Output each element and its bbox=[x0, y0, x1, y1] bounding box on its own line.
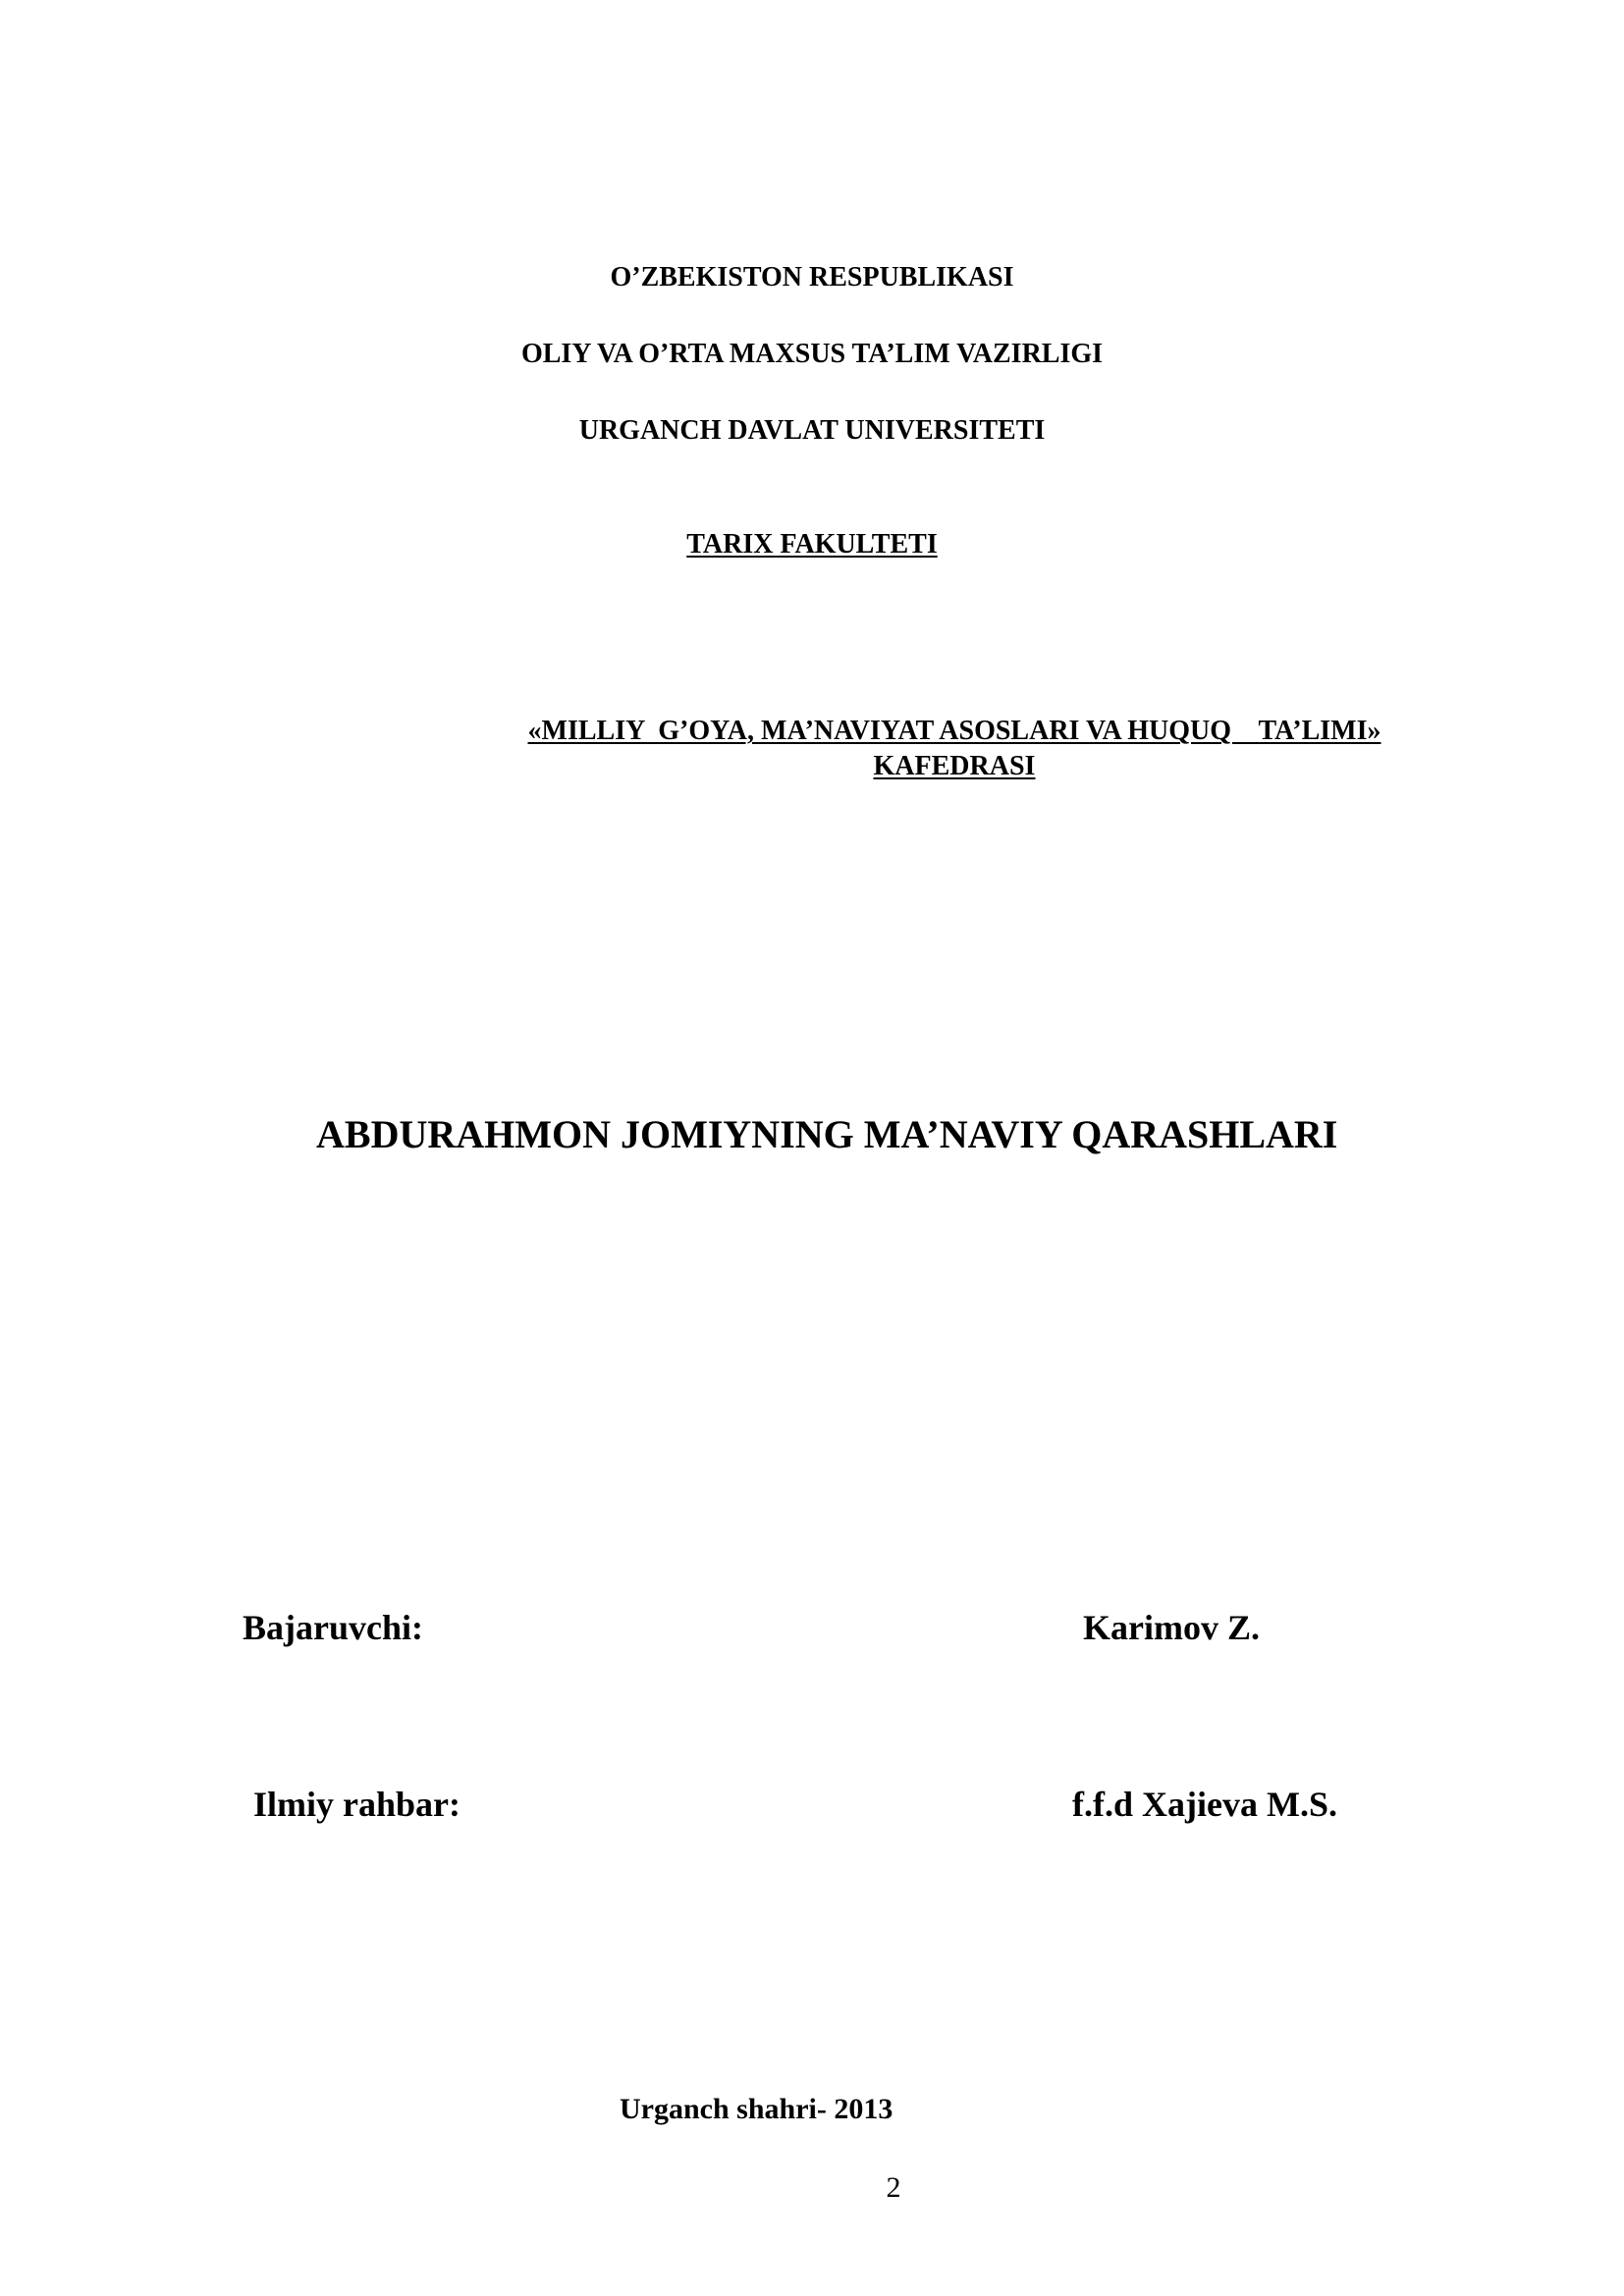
department-heading bbox=[424, 714, 1485, 784]
supervisor-label: Ilmiy rahbar: bbox=[253, 1785, 460, 1824]
department-name-line: «MILLIY G’OYA, MA’NAVIYAT ASOSLARI VA HUQUQ TA’LIMI» bbox=[527, 716, 1381, 746]
page-number: 2 bbox=[886, 2171, 901, 2204]
document-title: ABDURAHMON JOMIYNING MA’NAVIY QARASHLARI bbox=[316, 1112, 1338, 1156]
faculty-heading: TARIX FAKULTETI bbox=[686, 529, 938, 560]
place-year: Urganch shahri- 2013 bbox=[620, 2093, 893, 2125]
supervisor-name: f.f.d Xajieva M.S. bbox=[1072, 1785, 1337, 1824]
republic-heading: O’ZBEKISTON RESPUBLIKASI bbox=[610, 262, 1014, 293]
performer-name: Karimov Z. bbox=[1083, 1608, 1260, 1647]
department-suffix-line: KAFEDRASI bbox=[873, 751, 1036, 781]
performer-label: Bajaruvchi: bbox=[243, 1608, 423, 1647]
ministry-heading: OLIY VA O’RTA MAXSUS TA’LIM VAZIRLIGI bbox=[520, 339, 1104, 369]
university-heading: URGANCH DAVLAT UNIVERSITETI bbox=[578, 415, 1046, 446]
